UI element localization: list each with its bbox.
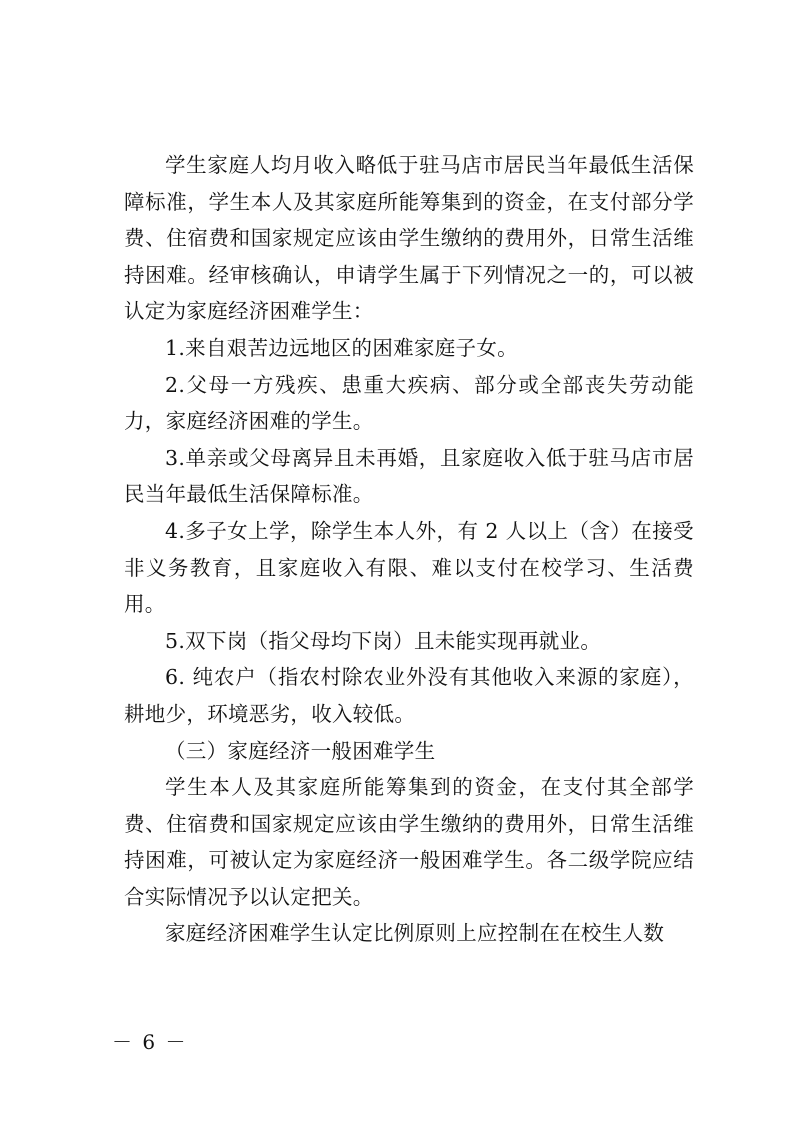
paragraph-item-5: 5.双下岗（指父母均下岗）且未能实现再就业。 xyxy=(165,628,602,653)
section-heading-general-difficulty: （三）家庭经济一般困难学生 xyxy=(165,738,436,763)
paragraph-item-3: 3.单亲或父母离异且未再婚，且家庭收入低于驻马店市居民当年最低生活保障标准。 xyxy=(124,445,694,507)
paragraph-item-6: 6. 纯农户（指农村除农业外没有其他收入来源的家庭），耕地少，环境恶劣，收入较低。 xyxy=(124,665,694,726)
paragraph-income-criteria: 学生家庭人均月收入略低于驻马店市居民当年最低生活保障标准，学生本人及其家庭所能筹集到的资金，在支付部分学费、住宿费和国家规定应该由学生缴纳的费用外，日常生活维持困难。经审核确认，申请学生属于下列情况之一的，可以被认定为家庭经济困难学生： xyxy=(124,153,694,324)
paragraph-general-difficulty: 学生本人及其家庭所能筹集到的资金，在支付其全部学费、住宿费和国家规定应该由学生缴纳的费用外，日常生活维持困难，可被认定为家庭经济一般困难学生。各二级学院应结合实际情况予以认定把关。 xyxy=(124,775,694,909)
paragraph-item-4: 4.多子女上学，除学生本人外，有 2 人以上（含）在接受非义务教育，且家庭收入有限、难以支付在校学习、生活费用。 xyxy=(124,518,694,617)
page-number: － 6 － xyxy=(112,1030,188,1054)
paragraph-item-2: 2.父母一方残疾、患重大疾病、部分或全部丧失劳动能力，家庭经济困难的学生。 xyxy=(124,372,694,434)
paragraph-ratio: 家庭经济困难学生认定比例原则上应控制在在校生人数 xyxy=(165,921,665,946)
paragraph-item-1: 1.来自艰苦边远地区的困难家庭子女。 xyxy=(165,335,518,360)
document-body xyxy=(124,147,694,952)
